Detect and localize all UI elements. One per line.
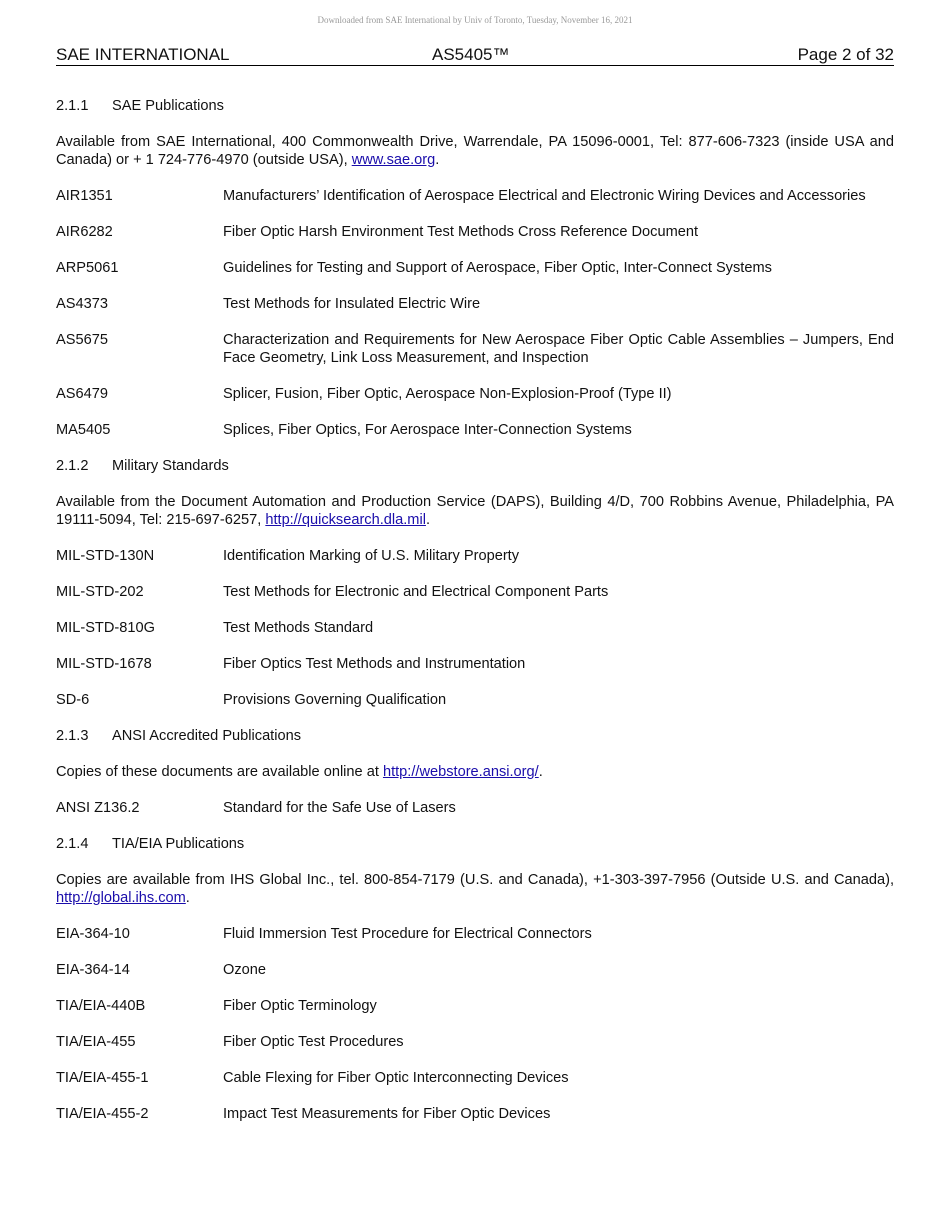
reference-title: Splicer, Fusion, Fiber Optic, Aerospace Non-Explosion-Proof (Type II) (223, 386, 672, 402)
reference-entry (56, 259, 894, 277)
reference-entry (56, 583, 894, 601)
reference-code: MIL-STD-810G (56, 620, 155, 636)
reference-code: AS5675 (56, 332, 108, 348)
section-heading-2-1-3 (56, 727, 894, 745)
reference-code: MIL-STD-130N (56, 548, 155, 564)
reference-title: Standard for the Safe Use of Lasers (223, 800, 456, 816)
header-page-number: Page 2 of 32 (797, 45, 894, 64)
ansi-webstore-link[interactable]: http://webstore.ansi.org/ (382, 764, 539, 780)
reference-title: Test Methods for Insulated Electric Wire (223, 296, 481, 312)
reference-code: AS6479 (56, 386, 108, 402)
section-number: 2.1.3 (56, 728, 89, 744)
reference-entry (56, 1105, 894, 1123)
reference-entry (56, 295, 894, 313)
reference-entry (56, 799, 894, 817)
reference-code: MIL-STD-202 (56, 584, 144, 600)
reference-title: Test Methods Standard (223, 620, 374, 636)
reference-entry (56, 223, 894, 241)
reference-code: SD-6 (56, 692, 90, 708)
section-heading-2-1-4 (56, 835, 894, 853)
section-heading-2-1-1 (56, 97, 894, 115)
intro-text: Copies of these documents are available online at (56, 764, 383, 780)
reference-code: MIL-STD-1678 (56, 656, 152, 672)
reference-code: AIR6282 (56, 224, 113, 240)
reference-title: Cable Flexing for Fiber Optic Interconnecting Devices (223, 1070, 569, 1086)
section-heading-2-1-2 (56, 457, 894, 475)
reference-title: Guidelines for Testing and Support of Aerospace, Fiber Optic, Inter-Connect Systems (223, 260, 772, 276)
document-body (56, 97, 894, 1141)
reference-title: Identification Marking of U.S. Military Property (223, 548, 520, 564)
section-intro (56, 133, 894, 169)
sae-website-link[interactable]: www.sae.org (351, 152, 436, 168)
reference-entry (56, 997, 894, 1015)
reference-code: TIA/EIA-455 (56, 1034, 136, 1050)
reference-title: Provisions Governing Qualification (223, 692, 447, 708)
intro-end: . (425, 512, 431, 528)
reference-entry (56, 385, 894, 403)
intro-text: Available from SAE International, 400 Commonwealth Drive, Warrendale, PA 15096-0001, Tel: 877-606-7323 (inside USA and Canada) or + 1 724-776-4970 (outside USA), (56, 134, 894, 168)
section-title: Military Standards (112, 458, 229, 474)
reference-title: Splices, Fiber Optics, For Aerospace Inter-Connection Systems (223, 422, 632, 438)
section-title: SAE Publications (112, 98, 224, 114)
reference-entry (56, 961, 894, 979)
reference-title: Fluid Immersion Test Procedure for Electrical Connectors (223, 926, 592, 942)
section-intro (56, 493, 894, 529)
reference-code: TIA/EIA-455-2 (56, 1106, 149, 1122)
section-number: 2.1.4 (56, 836, 89, 852)
reference-code: EIA-364-10 (56, 926, 130, 942)
intro-text: Copies are available from IHS Global Inc., tel. 800-854-7179 (U.S. and Canada), +1-303-397-7956 (Outside U.S. and Canada), (56, 872, 894, 888)
reference-title: Impact Test Measurements for Fiber Optic Devices (223, 1106, 551, 1122)
reference-title: Fiber Optics Test Methods and Instrumentation (223, 656, 526, 672)
section-number: 2.1.2 (56, 458, 89, 474)
dla-quicksearch-link[interactable]: http://quicksearch.dla.mil (265, 512, 426, 528)
section-intro (56, 871, 894, 907)
reference-entry (56, 925, 894, 943)
header-doc-id: AS5405™ (432, 45, 510, 64)
reference-entry (56, 655, 894, 673)
reference-code: ARP5061 (56, 260, 119, 276)
reference-code: EIA-364-14 (56, 962, 130, 978)
page-header (56, 44, 894, 66)
reference-title: Fiber Optic Test Procedures (223, 1034, 404, 1050)
intro-end: . (435, 152, 440, 168)
reference-entry (56, 187, 894, 205)
header-org: SAE INTERNATIONAL (56, 45, 230, 64)
reference-title: Ozone (223, 962, 266, 978)
section-intro (56, 763, 894, 781)
download-watermark: Downloaded from SAE International by Univ of Toronto, Tuesday, November 16, 2021 (317, 15, 633, 25)
reference-code: MA5405 (56, 422, 111, 438)
intro-end: . (185, 890, 190, 906)
reference-entry (56, 547, 894, 565)
reference-title: Characterization and Requirements for New Aerospace Fiber Optic Cable Assemblies – Jumpers, End Face Geometry, Link Loss Measurement, and Inspection (223, 332, 894, 366)
reference-entry (56, 421, 894, 439)
reference-code: TIA/EIA-455-1 (56, 1070, 149, 1086)
reference-code: AS4373 (56, 296, 108, 312)
section-number: 2.1.1 (56, 98, 89, 114)
reference-entry (56, 691, 894, 709)
reference-code: AIR1351 (56, 188, 113, 204)
reference-entry (56, 1033, 894, 1051)
reference-code: TIA/EIA-440B (56, 998, 146, 1014)
reference-code: ANSI Z136.2 (56, 800, 140, 816)
intro-end: . (538, 764, 543, 780)
reference-title: Manufacturers’ Identification of Aerospace Electrical and Electronic Wiring Devices and Accessories (223, 188, 866, 204)
reference-title: Test Methods for Electronic and Electrical Component Parts (223, 584, 609, 600)
section-title: TIA/EIA Publications (112, 836, 245, 852)
section-title: ANSI Accredited Publications (112, 728, 302, 744)
intro-text: Available from the Document Automation and Production Service (DAPS), Building 4/D, 700 Robbins Avenue, Philadelphia, PA 19111-5094, Tel: 215-697-6257, (56, 494, 894, 528)
reference-entry (56, 331, 894, 367)
ihs-global-link[interactable]: http://global.ihs.com (56, 890, 186, 906)
reference-entry (56, 619, 894, 637)
reference-entry (56, 1069, 894, 1087)
reference-title: Fiber Optic Terminology (223, 998, 377, 1014)
reference-title: Fiber Optic Harsh Environment Test Methods Cross Reference Document (223, 224, 699, 240)
